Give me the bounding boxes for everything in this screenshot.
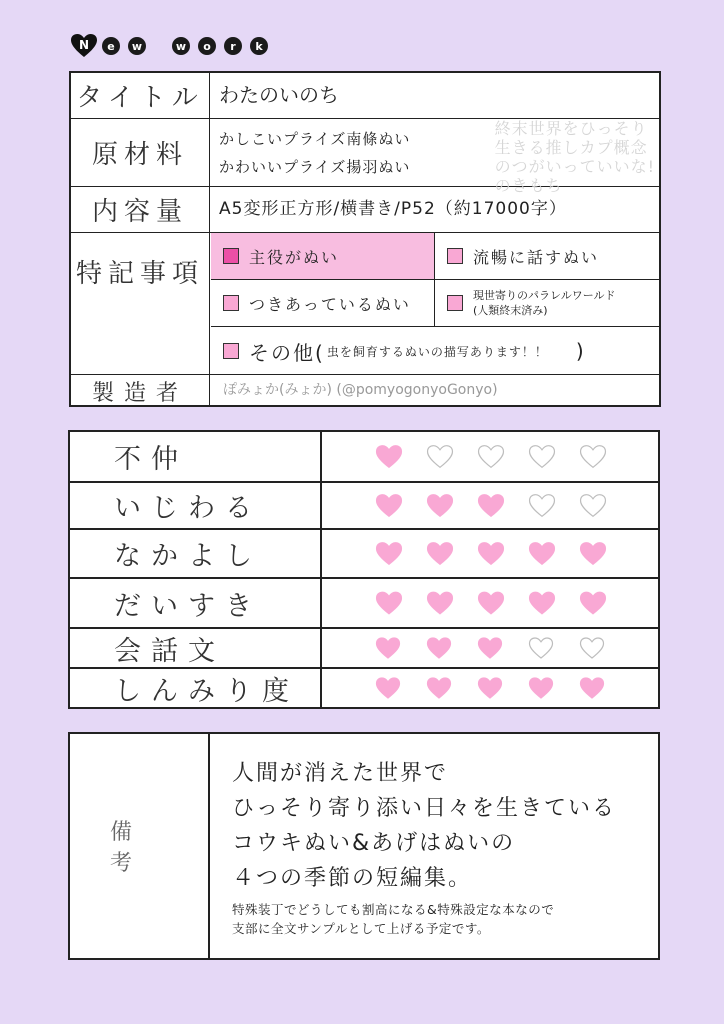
- checkbox-icon: [447, 248, 463, 264]
- heart-filled-icon: [377, 446, 402, 468]
- heart-rating: [324, 669, 658, 707]
- heart-filled-icon: [428, 678, 451, 698]
- heart-filled-icon: [581, 543, 606, 565]
- remarks-small-line: 支部に全文サンプルとして上げる予定です。: [232, 921, 490, 936]
- note-item: [435, 280, 659, 327]
- other-suffix: ): [575, 339, 586, 363]
- note-text: 流暢に話すぬい: [473, 247, 600, 267]
- maker-label: 製造者: [71, 375, 210, 407]
- header-letter: o: [198, 37, 216, 55]
- checkbox-icon: [223, 343, 239, 359]
- remarks-footnote: [232, 900, 554, 938]
- remarks-line: ひっそり寄り添い日々を生きている: [232, 796, 617, 821]
- heart-filled-icon: [377, 543, 402, 565]
- heart-rating: [324, 579, 658, 627]
- note-item: [435, 233, 659, 280]
- hearts-svg: [324, 629, 658, 667]
- hearts-svg: [324, 530, 658, 577]
- rating-row: [70, 669, 658, 707]
- content-row: [71, 187, 659, 233]
- heart-filled-icon: [377, 638, 400, 658]
- material-value: [211, 119, 659, 195]
- rating-label: なかよし: [70, 530, 322, 577]
- title-value: わたのいのち: [219, 83, 339, 107]
- rating-row: [70, 483, 658, 530]
- faded-line: のつがいっていいな!: [494, 157, 655, 176]
- heart-filled-icon: [479, 592, 504, 614]
- remarks-line: 人間が消えた世界で: [232, 761, 449, 786]
- rating-label: しんみり度: [70, 669, 322, 707]
- note-text: つきあっているぬい: [249, 294, 411, 314]
- checkbox-icon: [223, 295, 239, 311]
- remarks-body: [232, 756, 616, 896]
- heart-rating: [324, 483, 658, 528]
- note-text-line: 現世寄りのパラレルワールド: [473, 289, 616, 302]
- heart-empty-icon: [428, 446, 453, 468]
- heart-filled-icon: [377, 495, 402, 517]
- other-text: 虫を飼育するぬいの描写あります！！: [326, 344, 548, 359]
- heart-filled-icon: [530, 592, 555, 614]
- faded-concept-text: [495, 119, 655, 195]
- title-label: タイトル: [71, 73, 210, 118]
- note-item-other: [211, 327, 659, 375]
- heart-filled-icon: [428, 543, 453, 565]
- checkbox-icon: [447, 295, 463, 311]
- heart-rating: [324, 432, 658, 481]
- heart-empty-icon: [479, 446, 504, 468]
- header-letter: N: [78, 38, 90, 52]
- note-text-line: (人類終末済み): [473, 304, 548, 317]
- notes-label: 特記事項: [71, 233, 210, 374]
- heart-filled-icon: [428, 495, 453, 517]
- heart-filled-icon: [428, 592, 453, 614]
- rating-label: いじわる: [70, 483, 322, 528]
- heart-filled-icon: [479, 495, 504, 517]
- header-letter: w: [172, 37, 190, 55]
- heart-empty-icon: [581, 446, 606, 468]
- hearts-svg: [324, 483, 658, 528]
- spec-table: [69, 71, 661, 407]
- heart-empty-icon: [581, 495, 606, 517]
- heart-rating: [324, 530, 658, 577]
- heart-filled-icon: [479, 543, 504, 565]
- hearts-svg: [324, 669, 658, 707]
- heart-filled-icon: [377, 592, 402, 614]
- content-value: A5変形正方形/横書き/P52（約17000字）: [219, 199, 567, 219]
- maker-value: ぽみょか(みょか) (@pomyogonyoGonyo): [223, 382, 498, 398]
- remarks-line: ４つの季節の短編集。: [232, 866, 473, 891]
- header-letter: k: [250, 37, 268, 55]
- hearts-svg: [324, 579, 658, 627]
- heart-filled-icon: [428, 638, 451, 658]
- faded-line: のきもち: [494, 176, 563, 195]
- hearts-svg: [324, 432, 658, 481]
- heart-filled-icon: [530, 678, 553, 698]
- header-letter: w: [128, 37, 146, 55]
- rating-label: 不仲: [70, 432, 322, 481]
- heart-badge-icon: [70, 33, 98, 59]
- checkbox-checked-icon: [223, 248, 239, 264]
- new-work-header: [70, 32, 272, 60]
- header-letter: r: [224, 37, 242, 55]
- faded-line: 生きる推しカプ概念: [494, 138, 648, 157]
- faded-line: 終末世界をひっそり: [494, 119, 648, 138]
- note-text: 主役がぬい: [249, 247, 340, 267]
- heart-filled-icon: [479, 678, 502, 698]
- rating-row: [70, 579, 658, 629]
- heart-empty-icon: [530, 638, 553, 658]
- heart-filled-icon: [581, 678, 604, 698]
- heart-filled-icon: [530, 543, 555, 565]
- heart-rating: [324, 629, 658, 667]
- rating-row: [70, 629, 658, 669]
- rating-label: だいすき: [70, 579, 322, 627]
- heart-empty-icon: [530, 495, 555, 517]
- rating-row: [70, 530, 658, 579]
- heart-empty-icon: [530, 446, 555, 468]
- note-text: [473, 288, 616, 318]
- note-item: [211, 233, 435, 280]
- material-row: [71, 119, 659, 195]
- heart-filled-icon: [479, 638, 502, 658]
- heart-filled-icon: [581, 592, 606, 614]
- heart-filled-icon: [377, 678, 400, 698]
- remarks-small-line: 特殊装丁でどうしても割高になる&特殊設定な本なので: [232, 902, 555, 917]
- material-line: かわいいプライズ揚羽ぬい: [219, 158, 411, 176]
- heart-empty-icon: [581, 638, 604, 658]
- title-row: [71, 73, 659, 119]
- rating-row: [70, 432, 658, 483]
- material-line: かしこいプライズ南條ぬい: [219, 130, 411, 148]
- other-prefix: その他(: [249, 340, 325, 365]
- rating-table: [68, 430, 660, 709]
- content-label: 内容量: [71, 187, 210, 232]
- rating-label: 会話文: [70, 629, 322, 667]
- notes-row: [71, 233, 659, 375]
- header-letter: e: [102, 37, 120, 55]
- remarks-box: [68, 732, 660, 960]
- maker-row: [71, 375, 659, 407]
- remarks-label: 備考: [70, 734, 210, 958]
- notes-grid: [211, 233, 659, 374]
- note-item: [211, 280, 435, 327]
- remarks-line: コウキぬい&あげはぬいの: [232, 831, 516, 856]
- material-label: 原材料: [71, 119, 210, 186]
